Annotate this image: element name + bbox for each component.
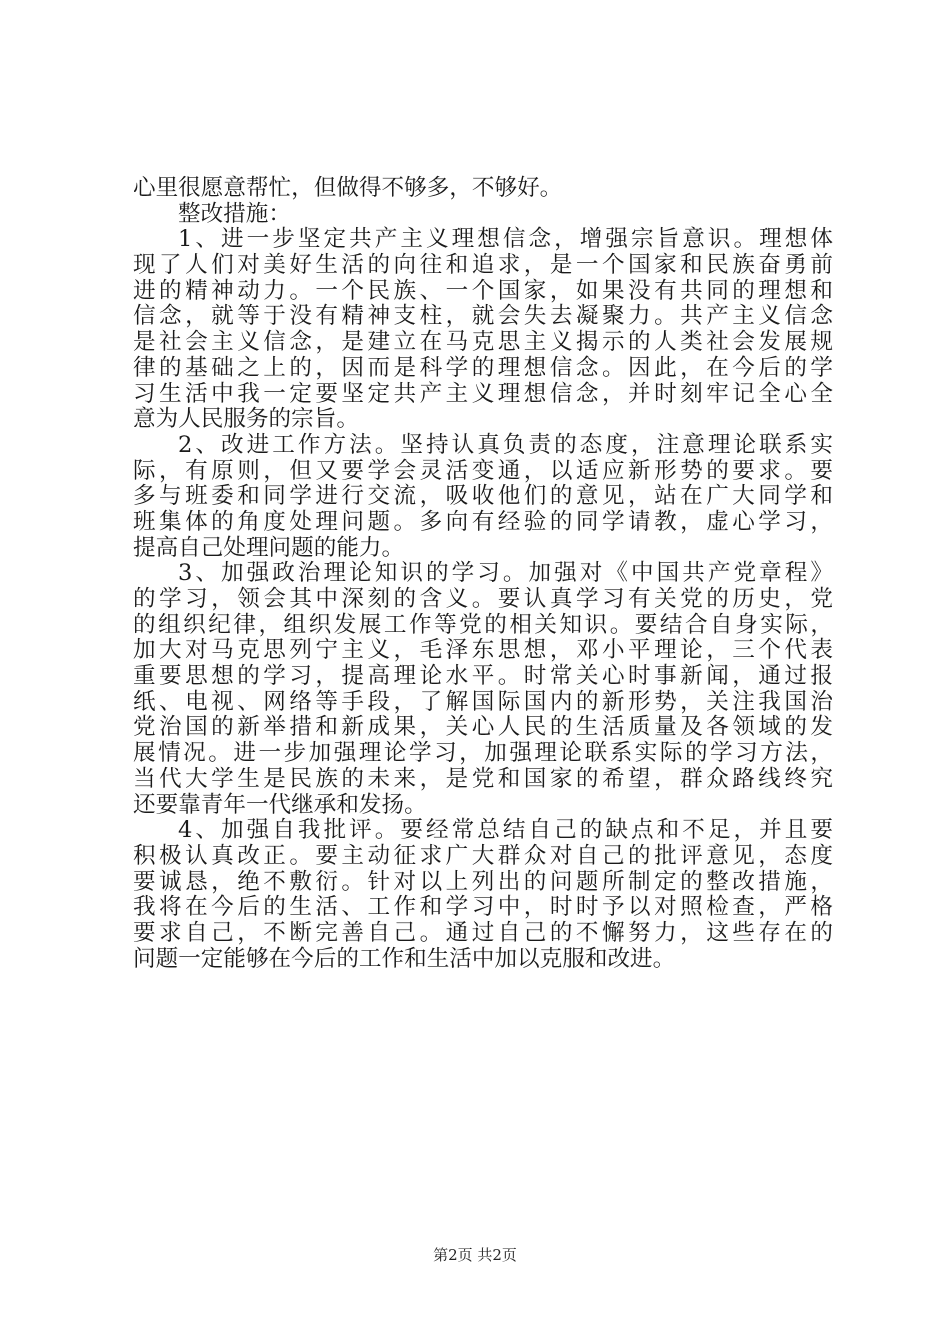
text-line: 进的精神动力。一个民族、一个国家，如果没有共同的理想和 bbox=[133, 277, 833, 304]
page-number-label: 第2页 共2页 bbox=[433, 1246, 517, 1264]
text-line: 加大对马克思列宁主义，毛泽东思想，邓小平理论，三个代表 bbox=[133, 637, 833, 664]
text-line: 提高自己处理问题的能力。 bbox=[133, 534, 405, 561]
text-line: 4、加强自我批评。要经常总结自己的缺点和不足，并且要 bbox=[178, 817, 833, 844]
text-line: 要求自己，不断完善自己。通过自己的不懈努力，这些存在的 bbox=[133, 919, 833, 946]
document-body bbox=[133, 176, 833, 972]
text-line: 我将在今后的生活、工作和学习中，时时予以对照检查，严格 bbox=[133, 894, 833, 921]
text-line: 当代大学生是民族的未来，是党和国家的希望，群众路线终究 bbox=[133, 765, 833, 792]
text-line: 多与班委和同学进行交流，吸收他们的意见，站在广大同学和 bbox=[133, 483, 833, 510]
text-line: 3、加强政治理论知识的学习。加强对《中国共产党章程》 bbox=[178, 560, 833, 587]
text-line: 班集体的角度处理问题。多向有经验的同学请教，虚心学习， bbox=[133, 508, 833, 535]
text-line: 律的基础之上的，因而是科学的理想信念。因此，在今后的学 bbox=[133, 354, 833, 381]
text-line: 党治国的新举措和新成果，关心人民的生活质量及各领域的发 bbox=[133, 714, 833, 741]
text-line: 是社会主义信念，是建立在马克思主义揭示的人类社会发展规 bbox=[133, 329, 833, 356]
text-line: 意为人民服务的宗旨。 bbox=[133, 406, 359, 433]
text-line: 还要靠青年一代继承和发扬。 bbox=[133, 791, 427, 818]
text-line: 习生活中我一定要坚定共产主义理想信念，并时刻牢记全心全 bbox=[133, 380, 833, 407]
text-line: 2、改进工作方法。坚持认真负责的态度，注意理论联系实 bbox=[178, 431, 833, 458]
text-line: 纸、电视、网络等手段，了解国际国内的新形势，关注我国治 bbox=[133, 688, 833, 715]
text-line: 要诚恳，绝不敷衍。针对以上列出的问题所制定的整改措施， bbox=[133, 868, 833, 895]
text-line: 的学习，领会其中深刻的含义。要认真学习有关党的历史，党 bbox=[133, 586, 833, 612]
text-line: 信念，就等于没有精神支柱，就会失去凝聚力。共产主义信念 bbox=[133, 303, 833, 330]
page-footer bbox=[0, 1246, 950, 1264]
text-line: 现了人们对美好生活的向往和追求，是一个国家和民族奋勇前 bbox=[133, 252, 833, 279]
text-line: 整改措施： bbox=[178, 200, 291, 227]
text-line: 展情况。进一步加强理论学习，加强理论联系实际的学习方法， bbox=[133, 740, 833, 767]
text-line: 问题一定能够在今后的工作和生活中加以克服和改进。 bbox=[133, 945, 676, 972]
text-line: 的组织纪律，组织发展工作等党的相关知识。要结合自身实际， bbox=[133, 611, 833, 638]
text-line: 心里很愿意帮忙，但做得不够多，不够好。 bbox=[133, 175, 563, 201]
text-line: 重要思想的学习，提高理论水平。时常关心时事新闻，通过报 bbox=[133, 663, 833, 690]
text-line: 1、进一步坚定共产主义理想信念，增强宗旨意识。理想体 bbox=[178, 226, 833, 253]
text-line: 积极认真改正。要主动征求广大群众对自己的批评意见，态度 bbox=[133, 842, 833, 869]
text-line: 际，有原则，但又要学会灵活变通，以适应新形势的要求。要 bbox=[133, 457, 833, 484]
